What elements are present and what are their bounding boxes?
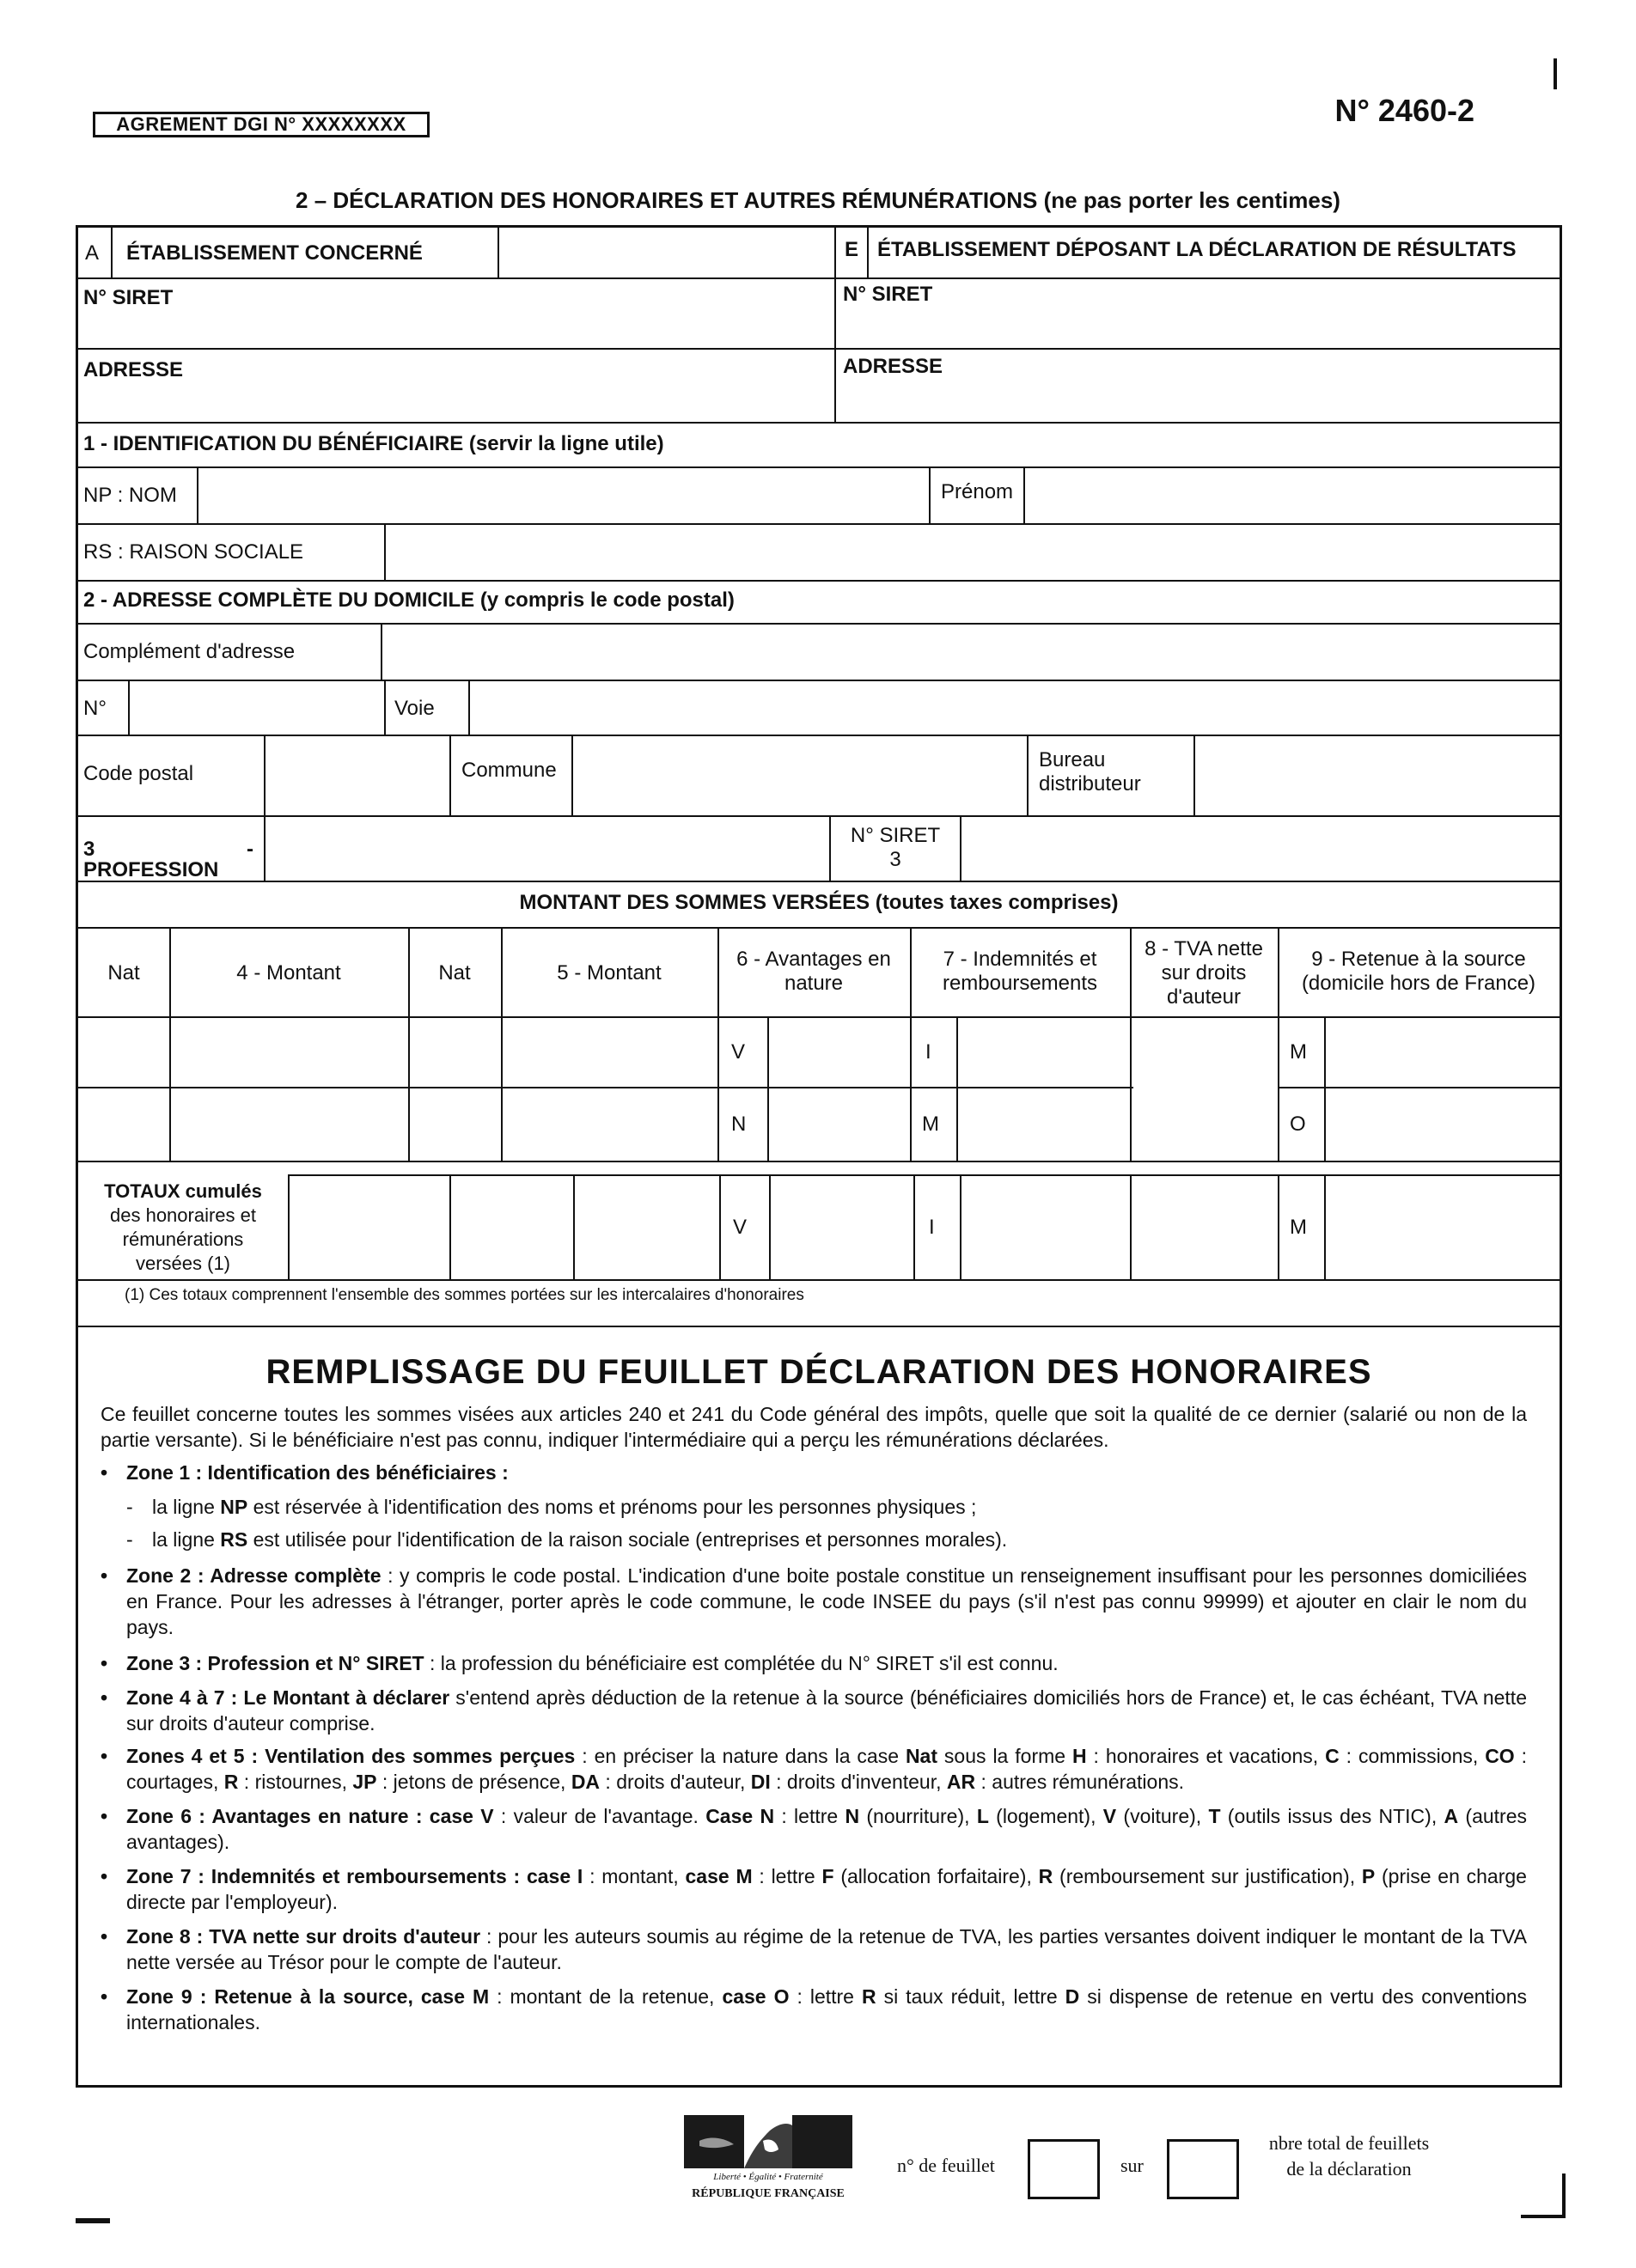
registration-mark-top-right xyxy=(1554,58,1557,89)
row1-montant4-field[interactable] xyxy=(171,1018,406,1085)
totaux-label-1: TOTAUX cumulés xyxy=(104,1180,262,1202)
instruction-zone6: • Zone 6 : Avantages en nature : case V : valeur de l'avantage. Case N : lettre N (nourriture), L (logement), V (voiture), T (outils issus des NTIC), A (autres avantages). xyxy=(101,1805,1527,1853)
row2-nat-field[interactable] xyxy=(80,1088,168,1159)
instruction-zone2: • Zone 2 : Adresse complète : y compris le code postal. L'indication d'une boite postale constitue un renseignement insuffisant pour les personnes domiciliées en France. Pour les adresses à l'étranger, porter après le code commune, le code INSEE du pays (s'il n'est pas connu 99999) et ajouter en clair le nom du pays. xyxy=(101,1564,1527,1638)
np-nom-label: NP : NOM xyxy=(83,484,177,507)
section-a-siret-field[interactable] xyxy=(216,279,817,346)
col-retenue-1: 9 - Retenue à la source xyxy=(1311,948,1526,971)
section-e-label: ÉTABLISSEMENT DÉPOSANT LA DÉCLARATION DE RÉSULTATS xyxy=(877,238,1517,261)
profession-label: PROFESSION xyxy=(83,858,219,881)
zone3-siret-label-1: N° SIRET xyxy=(850,824,941,847)
row2-code-m: M xyxy=(922,1113,939,1136)
zone3-siret-field[interactable] xyxy=(963,817,1556,879)
tot-indemnites-field[interactable] xyxy=(963,1176,1128,1277)
col-nat-2: Nat xyxy=(438,961,471,985)
instructions-title: REMPLISSAGE DU FEUILLET DÉCLARATION DES HONORAIRES xyxy=(266,1353,1372,1391)
row1-code-v: V xyxy=(731,1040,746,1064)
tva-field[interactable] xyxy=(1132,1018,1276,1159)
col-avantages-1: 6 - Avantages en xyxy=(736,948,891,971)
zone3-number: 3 xyxy=(83,838,95,861)
instruction-zone8: • Zone 8 : TVA nette sur droits d'auteur : pour les auteurs soumis au régime de la retenue de TVA, les parties versantes doivent indiquer le montant de la TVA nette versée au Trésor pour le compte de l'auteur. xyxy=(101,1925,1527,1973)
total-feuillets-label-1: nbre total de feuillets xyxy=(1268,2132,1430,2154)
totaux-label-2: des honoraires et xyxy=(110,1204,256,1226)
nom-field[interactable] xyxy=(200,468,925,521)
section-e-siret-field[interactable] xyxy=(972,279,1556,346)
row1-code-m: M xyxy=(1290,1040,1307,1064)
complement-field[interactable] xyxy=(384,625,1556,678)
section-a-label: ÉTABLISSEMENT CONCERNÉ xyxy=(126,241,423,265)
prenom-field[interactable] xyxy=(1027,468,1556,521)
zone2-title: 2 - ADRESSE COMPLÈTE DU DOMICILE (y compris le code postal) xyxy=(83,588,735,612)
instructions-intro: Ce feuillet concerne toutes les sommes visées aux articles 240 et 241 du Code général des impôts, quelle que soit la qualité de ce dernier (salarié ou non de la partie versante). Si le bénéficiaire n'est pas connu, indiquer l'intermédiaire qui a perçu les rémunérations déclarées. xyxy=(101,1403,1527,1451)
numero-label: N° xyxy=(83,697,107,720)
row2-code-n: N xyxy=(731,1113,747,1136)
tot-code-i: I xyxy=(929,1216,935,1239)
instruction-zone1-rs: - la ligne RS est utilisée pour l'identification de la raison sociale (entreprises et personnes morales). xyxy=(126,1528,1008,1551)
profession-field[interactable] xyxy=(267,817,826,879)
col-tva-3: d'auteur xyxy=(1167,985,1241,1009)
registration-mark-bottom-left xyxy=(76,2218,110,2223)
form-number: N° 2460-2 xyxy=(1334,93,1474,128)
code-postal-field[interactable] xyxy=(267,736,446,814)
row1-code-i: I xyxy=(925,1040,931,1064)
row2-code-o: O xyxy=(1290,1113,1306,1136)
agrement-label: AGREMENT DGI N° XXXXXXXX xyxy=(93,112,430,137)
section-a-adresse-label: ADRESSE xyxy=(83,358,184,381)
voie-label: Voie xyxy=(394,697,435,720)
republique-francaise-logo xyxy=(684,2115,852,2204)
bureau-field[interactable] xyxy=(1197,736,1556,814)
col-tva-1: 8 - TVA nette xyxy=(1145,937,1263,960)
logo-text: RÉPUBLIQUE FRANÇAISE xyxy=(692,2187,845,2200)
total-feuillets-box[interactable] xyxy=(1167,2139,1239,2199)
code-postal-label: Code postal xyxy=(83,762,194,785)
instruction-zone1-np: - la ligne NP est réservée à l'identification des noms et prénoms pour les personnes physiques ; xyxy=(126,1496,977,1518)
zone3-siret-label-2: 3 xyxy=(889,848,901,871)
logo-motto: Liberté • Égalité • Fraternité xyxy=(713,2172,823,2182)
totaux-footnote: (1) Ces totaux comprennent l'ensemble des sommes portées sur les intercalaires d'honoraires xyxy=(125,1286,804,1304)
raison-sociale-field[interactable] xyxy=(388,525,1556,578)
col-montant-4: 4 - Montant xyxy=(236,961,341,985)
voie-field[interactable] xyxy=(472,681,1556,733)
sur-label: sur xyxy=(1120,2155,1144,2176)
feuillet-label: n° de feuillet xyxy=(897,2155,995,2176)
section-e-adresse-label: ADRESSE xyxy=(843,355,943,378)
section-e-siret-label: N° SIRET xyxy=(843,283,933,306)
row1-montant5-field[interactable] xyxy=(503,1018,716,1085)
tot-montant4-field[interactable] xyxy=(291,1176,448,1277)
tot-code-m: M xyxy=(1290,1216,1307,1239)
feuillet-number-box[interactable] xyxy=(1028,2139,1100,2199)
zone3-dash: - xyxy=(247,838,253,861)
totaux-label-3: rémunérations xyxy=(122,1228,244,1250)
prenom-label: Prénom xyxy=(941,480,1014,503)
section-e-letter: E xyxy=(845,238,859,261)
form-title: 2 – DÉCLARATION DES HONORAIRES ET AUTRES RÉMUNÉRATIONS (ne pas porter les centimes) xyxy=(296,187,1340,213)
declaration-form xyxy=(76,225,1562,2088)
col-indemnites-1: 7 - Indemnités et xyxy=(943,948,1097,971)
commune-label: Commune xyxy=(461,759,557,782)
bureau-label-1: Bureau xyxy=(1039,748,1106,771)
section-a-adresse-field[interactable] xyxy=(216,350,817,420)
col-retenue-2: (domicile hors de France) xyxy=(1301,972,1536,995)
section-a-name-field[interactable] xyxy=(499,228,833,276)
tot-retenue-field[interactable] xyxy=(1328,1176,1556,1277)
section-e-adresse-field[interactable] xyxy=(972,350,1556,420)
commune-field[interactable] xyxy=(575,736,1023,814)
registration-mark-bottom-right-v xyxy=(1562,2174,1566,2218)
instruction-zone7: • Zone 7 : Indemnités et remboursements : case I : montant, case M : lettre F (allocation forfaitaire), R (remboursement sur justification), P (prise en charge directe par l'employeur). xyxy=(101,1865,1527,1913)
complement-label: Complément d'adresse xyxy=(83,640,296,663)
montant-title: MONTANT DES SOMMES VERSÉES (toutes taxes comprises) xyxy=(519,891,1119,914)
row1-nat2-field[interactable] xyxy=(410,1018,499,1085)
col-indemnites-2: remboursements xyxy=(942,972,1098,995)
totaux-label-4: versées (1) xyxy=(135,1253,231,1274)
section-a-letter: A xyxy=(85,241,100,265)
instruction-zone9: • Zone 9 : Retenue à la source, case M : montant de la retenue, case O : lettre R si taux réduit, lettre D si dispense de retenue en vertu des conventions internationales. xyxy=(101,1985,1527,2033)
bureau-label-2: distributeur xyxy=(1039,772,1141,796)
col-nat-1: Nat xyxy=(107,961,140,985)
row2-montant4-field[interactable] xyxy=(171,1088,406,1159)
total-feuillets-label-2: de la déclaration xyxy=(1286,2158,1412,2180)
tot-avantages-field[interactable] xyxy=(772,1176,912,1277)
col-tva-2: sur droits xyxy=(1161,961,1247,985)
zone1-title: 1 - IDENTIFICATION DU BÉNÉFICIAIRE (servir la ligne utile) xyxy=(83,432,664,455)
col-avantages-2: nature xyxy=(784,972,844,995)
instruction-zone1: • Zone 1 : Identification des bénéficiaires : xyxy=(101,1461,509,1484)
rs-label: RS : RAISON SOCIALE xyxy=(83,540,304,564)
instruction-zone3: • Zone 3 : Profession et N° SIRET : la profession du bénéficiaire est complétée du N° SIRET s'il est connu. xyxy=(101,1652,1059,1674)
row1-nat-field[interactable] xyxy=(80,1018,168,1085)
tot-code-v: V xyxy=(733,1216,748,1239)
tot-montant5-field[interactable] xyxy=(577,1176,717,1277)
registration-mark-bottom-right-h xyxy=(1521,2215,1566,2218)
section-a-siret-label: N° SIRET xyxy=(83,286,174,309)
col-montant-5: 5 - Montant xyxy=(557,961,662,985)
numero-field[interactable] xyxy=(131,681,381,733)
instruction-zone4-5: • Zones 4 et 5 : Ventilation des sommes perçues : en préciser la nature dans la case Nat sous la forme H : honoraires et vacations, C : commissions, CO : courtages, R : ristournes, JP : jetons de présence, DA : droits d'auteur, DI : droits d'inventeur, AR : autres rémunérations. xyxy=(101,1745,1528,1793)
instruction-zone4-7: • Zone 4 à 7 : Le Montant à déclarer s'entend après déduction de la retenue à la source (bénéficiaires domiciliés hors de France) et, le cas échéant, TVA nette sur droits d'auteur comprise. xyxy=(101,1686,1527,1735)
